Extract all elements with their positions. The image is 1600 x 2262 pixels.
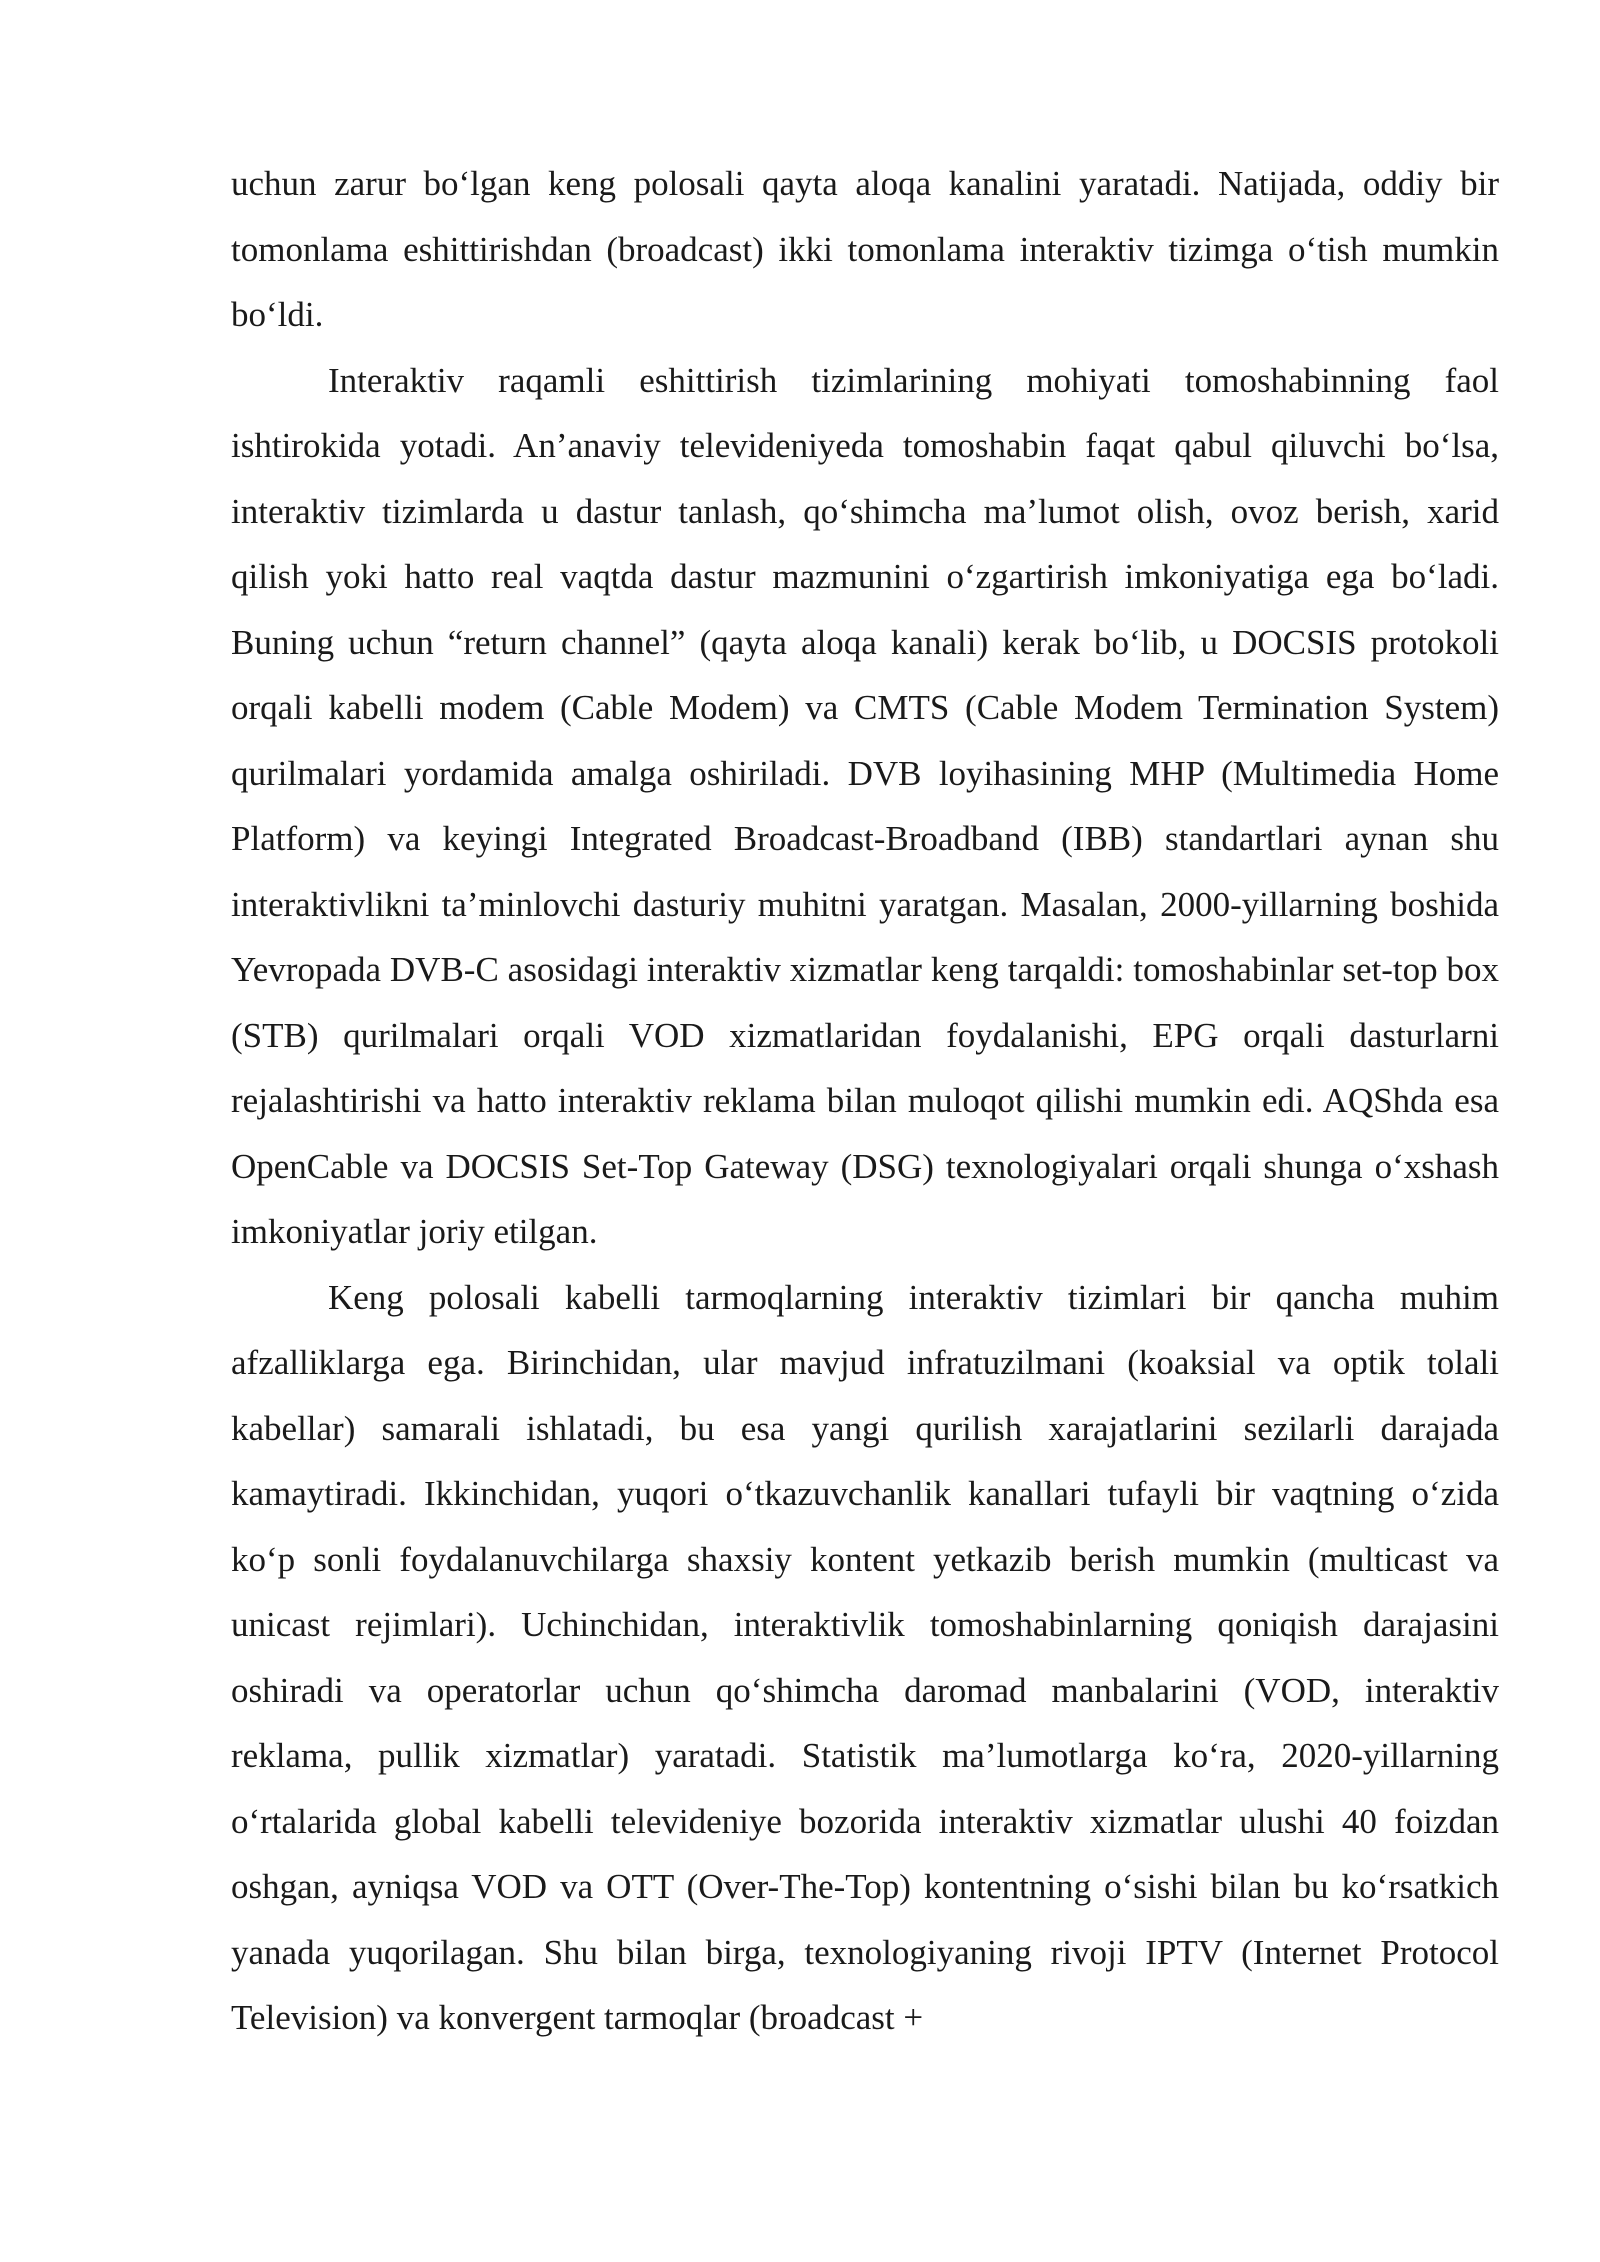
paragraph-advantages: Keng polosali kabelli tarmoqlarning interaktiv tizimlari bir qancha muhim afzalliklarga ega. Birinchidan, ular mavjud infratuzilmani (koaksial va optik tolali kabellar) samarali ishlatadi, bu esa yangi qurilish xarajatlarini sezilarli darajada kamaytiradi. Ikkinchidan, yuqori o‘tkazuvchanlik kanallari tufayli bir vaqtning o‘zida ko‘p sonli foydalanuvchilarga shaxsiy kontent yetkazib berish mumkin (multicast va unicast rejimlari). Uchinchidan, interaktivlik tomoshabinlarning qoniqish darajasini oshiradi va operatorlar uchun qo‘shimcha daromad manbalarini (VOD, interaktiv reklama, pullik xizmatlar) yaratadi. Statistik ma’lumotlarga ko‘ra, 2020-yillarning o‘rtalarida global kabelli televideniye bozorida interaktiv xizmatlar ulushi 40 foizdan oshgan, ayniqsa VOD va OTT (Over-The-Top) kontentning o‘sishi bilan bu ko‘rsatkich yanada yuqorilagan. Shu bilan birga, texnologiyaning rivoji IPTV (Internet Protocol Television) va konvergent tarmoqlar (broadcast + [231,1277,1499,2037]
document-page [231,151,1499,2051]
paragraph-continuation: uchun zarur bo‘lgan keng polosali qayta aloqa kanalini yaratadi. Natijada, oddiy bir tomonlama eshittirishdan (broadcast) ikki tomonlama interaktiv tizimga o‘tish mumkin bo‘ldi. [231,164,1499,334]
paragraph-interactive-systems: Interaktiv raqamli eshittirish tizimlarining mohiyati tomoshabinning faol ishtirokida yotadi. An’anaviy televideniyeda tomoshabin faqat qabul qiluvchi bo‘lsa, interaktiv tizimlarda u dastur tanlash, qo‘shimcha ma’lumot olish, ovoz berish, xarid qilish yoki hatto real vaqtda dastur mazmunini o‘zgartirish imkoniyatiga ega bo‘ladi. Buning uchun “return channel” (qayta aloqa kanali) kerak bo‘lib, u DOCSIS protokoli orqali kabelli modem (Cable Modem) va CMTS (Cable Modem Termination System) qurilmalari yordamida amalga oshiriladi. DVB loyihasining MHP (Multimedia Home Platform) va keyingi Integrated Broadcast-Broadband (IBB) standartlari aynan shu interaktivlikni ta’minlovchi dasturiy muhitni yaratgan. Masalan, 2000-yillarning boshida Yevropada DVB-C asosidagi interaktiv xizmatlar keng tarqaldi: tomoshabinlar set-top box (STB) qurilmalari orqali VOD xizmatlaridan foydalanishi, EPG orqali dasturlarni rejalashtirishi va hatto interaktiv reklama bilan muloqot qilishi mumkin edi. AQShda esa OpenCable va DOCSIS Set-Top Gateway (DSG) texnologiyalari orqali shunga o‘xshash imkoniyatlar joriy etilgan. [231,360,1499,1251]
